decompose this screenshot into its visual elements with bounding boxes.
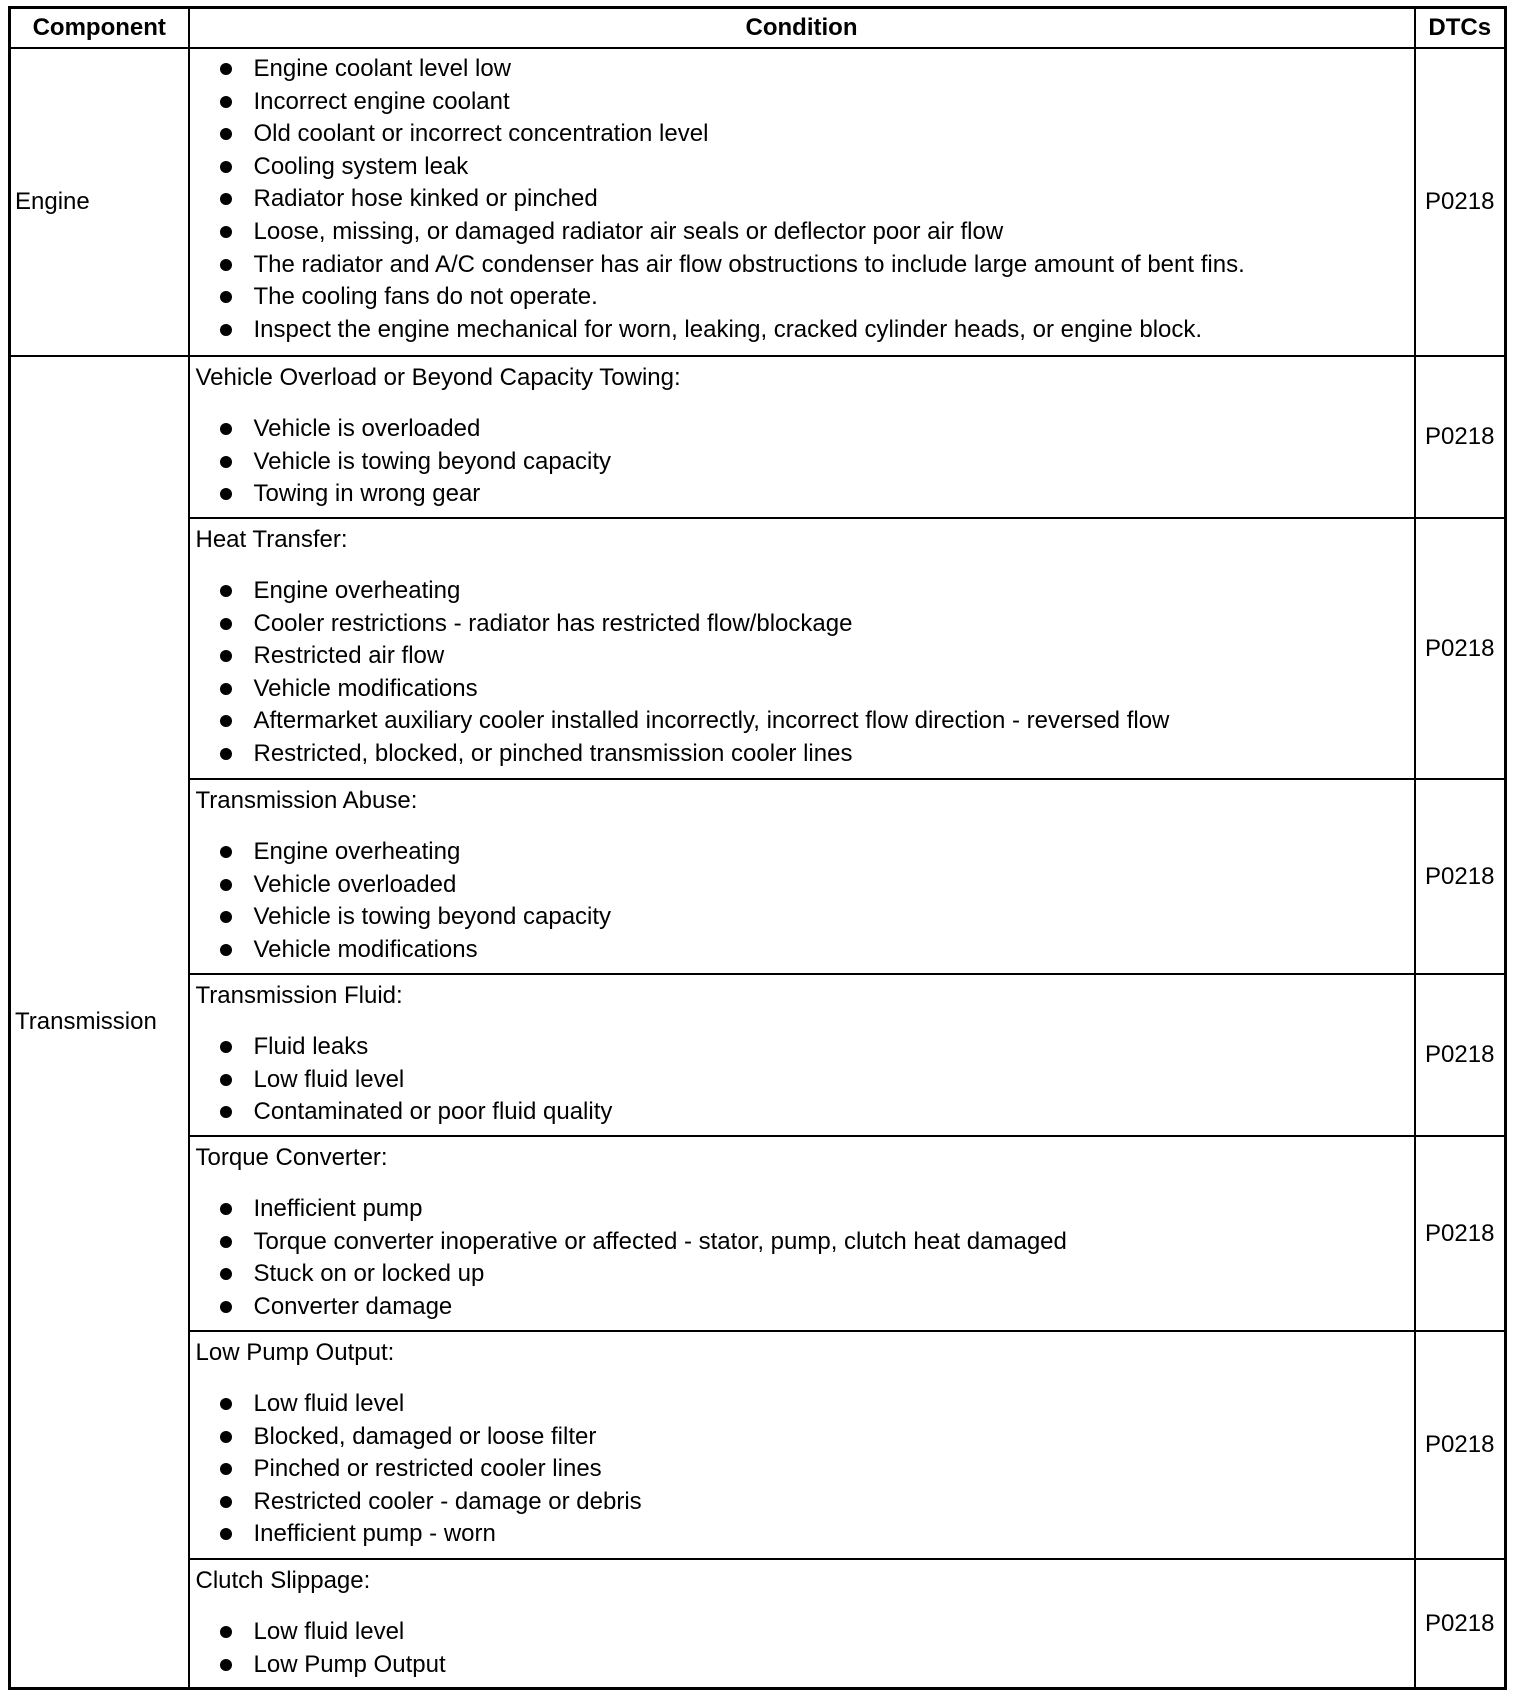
condition-text: Vehicle is towing beyond capacity (253, 903, 612, 931)
group-title: Vehicle Overload or Beyond Capacity Towing: (195, 364, 681, 392)
bullet-icon (220, 1074, 232, 1086)
transmission-group-row (10, 1331, 1506, 1559)
group-title: Heat Transfer: (195, 526, 348, 554)
bullet-icon (220, 911, 232, 923)
condition-item (220, 901, 1408, 934)
group-condition-list (196, 836, 1408, 966)
condition-text: Inspect the engine mechanical for worn, leaking, cracked cylinder heads, or engine block. (253, 315, 1203, 343)
bullet-icon (220, 1626, 232, 1638)
bullet-icon (220, 96, 232, 108)
bullet-icon (220, 1268, 232, 1280)
bullet-icon (220, 259, 232, 271)
condition-item (220, 1064, 1408, 1097)
condition-text: Low fluid level (253, 1618, 405, 1646)
bullet-icon (220, 846, 232, 858)
condition-text: Torque converter inoperative or affected - stator, pump, clutch heat damaged (253, 1227, 1067, 1255)
transmission-group-conditions (189, 518, 1415, 779)
condition-text: Restricted, blocked, or pinched transmission cooler lines (253, 740, 853, 768)
condition-item (220, 118, 1408, 151)
condition-text: Vehicle overloaded (253, 870, 457, 898)
condition-item (220, 151, 1408, 184)
condition-text: Engine overheating (253, 577, 461, 605)
transmission-group-conditions (189, 356, 1415, 518)
dtc-conditions-table (8, 6, 1507, 1690)
engine-conditions (189, 48, 1415, 356)
condition-item (220, 640, 1408, 673)
transmission-group-row (10, 1559, 1506, 1688)
condition-text: Towing in wrong gear (253, 480, 481, 508)
condition-text: Engine coolant level low (253, 55, 511, 82)
header-component: Component (10, 8, 189, 49)
condition-text: Vehicle modifications (253, 674, 478, 702)
dtc-code: P0218 (1415, 779, 1506, 974)
transmission-group-row (10, 779, 1506, 974)
bullet-icon (220, 944, 232, 956)
group-title: Low Pump Output: (195, 1339, 395, 1367)
condition-text: Vehicle modifications (253, 935, 478, 963)
condition-item (220, 413, 1408, 446)
condition-text: Low fluid level (253, 1065, 405, 1093)
bullet-icon (220, 1398, 232, 1410)
condition-text: Low Pump Output (253, 1650, 446, 1678)
condition-item (220, 53, 1408, 86)
condition-item (220, 1649, 1408, 1682)
dtc-engine: P0218 (1415, 48, 1506, 356)
bullet-icon (220, 585, 232, 597)
group-title: Clutch Slippage: (195, 1567, 371, 1595)
condition-text: Radiator hose kinked or pinched (253, 185, 598, 213)
condition-text: Blocked, damaged or loose filter (253, 1422, 597, 1450)
bullet-icon (220, 618, 232, 630)
dtc-code: P0218 (1415, 518, 1506, 779)
group-title: Transmission Fluid: (195, 982, 403, 1010)
condition-item (220, 705, 1408, 738)
transmission-group-row (10, 356, 1506, 518)
dtc-code: P0218 (1415, 974, 1506, 1136)
bullet-icon (220, 63, 232, 75)
group-condition-list (196, 575, 1408, 771)
condition-item (220, 216, 1408, 249)
condition-text: Loose, missing, or damaged radiator air seals or deflector poor air flow (253, 217, 1004, 245)
bullet-icon (220, 1106, 232, 1118)
component-engine: Engine (10, 48, 189, 356)
condition-item (220, 1421, 1408, 1454)
group-condition-list (196, 1616, 1408, 1681)
condition-text: Restricted cooler - damage or debris (253, 1487, 642, 1515)
condition-item (220, 446, 1408, 479)
dtc-code: P0218 (1415, 1136, 1506, 1331)
condition-item (220, 1193, 1408, 1226)
bullet-icon (220, 1301, 232, 1313)
condition-text: The cooling fans do not operate. (253, 283, 598, 311)
bullet-icon (220, 128, 232, 140)
condition-item (220, 1518, 1408, 1551)
condition-text: Converter damage (253, 1292, 453, 1320)
engine-condition-list (196, 53, 1408, 346)
condition-text: Fluid leaks (253, 1033, 369, 1061)
bullet-icon (220, 193, 232, 205)
bullet-icon (220, 1431, 232, 1443)
header-condition: Condition (189, 8, 1415, 49)
condition-item (220, 86, 1408, 119)
condition-item (220, 183, 1408, 216)
header-row (10, 8, 1506, 49)
condition-text: Contaminated or poor fluid quality (253, 1098, 613, 1126)
condition-item (220, 314, 1408, 347)
dtc-code: P0218 (1415, 356, 1506, 518)
condition-item (220, 836, 1408, 869)
condition-item (220, 1096, 1408, 1129)
component-transmission: Transmission (10, 356, 189, 1688)
bullet-icon (220, 1496, 232, 1508)
condition-item (220, 1453, 1408, 1486)
condition-item (220, 738, 1408, 771)
group-condition-list (196, 1388, 1408, 1551)
condition-text: The radiator and A/C condenser has air flow obstructions to include large amount of bent fins. (253, 250, 1245, 278)
bullet-icon (220, 1659, 232, 1671)
condition-item (220, 934, 1408, 967)
condition-text: Incorrect engine coolant (253, 87, 510, 115)
condition-item (220, 1486, 1408, 1519)
bullet-icon (220, 324, 232, 336)
transmission-group-conditions (189, 779, 1415, 974)
bullet-icon (220, 715, 232, 727)
condition-item (220, 1291, 1408, 1324)
transmission-group-row (10, 974, 1506, 1136)
condition-text: Inefficient pump - worn (253, 1520, 496, 1548)
transmission-group-conditions (189, 1136, 1415, 1331)
condition-item (220, 575, 1408, 608)
bullet-icon (220, 683, 232, 695)
bullet-icon (220, 226, 232, 238)
dtc-code: P0218 (1415, 1559, 1506, 1688)
condition-item (220, 608, 1408, 641)
condition-text: Vehicle is towing beyond capacity (253, 447, 612, 475)
bullet-icon (220, 291, 232, 303)
condition-item (220, 1226, 1408, 1259)
condition-item (220, 478, 1408, 511)
transmission-group-conditions (189, 1559, 1415, 1688)
condition-text: Vehicle is overloaded (253, 415, 481, 443)
transmission-group-conditions (189, 974, 1415, 1136)
group-condition-list (196, 1031, 1408, 1129)
group-condition-list (196, 1193, 1408, 1323)
bullet-icon (220, 1203, 232, 1215)
bullet-icon (220, 1236, 232, 1248)
group-title: Torque Converter: (195, 1144, 388, 1172)
bullet-icon (220, 456, 232, 468)
condition-item (220, 1031, 1408, 1064)
page (8, 6, 1504, 1690)
bullet-icon (220, 748, 232, 760)
condition-text: Low fluid level (253, 1390, 405, 1418)
condition-text: Engine overheating (253, 838, 461, 866)
condition-text: Restricted air flow (253, 642, 445, 670)
group-title: Transmission Abuse: (195, 787, 418, 815)
condition-item (220, 673, 1408, 706)
condition-item (220, 249, 1408, 282)
condition-text: Stuck on or locked up (253, 1260, 485, 1288)
transmission-group-row (10, 518, 1506, 779)
bullet-icon (220, 161, 232, 173)
bullet-icon (220, 488, 232, 500)
condition-text: Cooler restrictions - radiator has restricted flow/blockage (253, 609, 853, 637)
bullet-icon (220, 1041, 232, 1053)
bullet-icon (220, 650, 232, 662)
dtc-code: P0218 (1415, 1331, 1506, 1559)
transmission-group-row (10, 1136, 1506, 1331)
transmission-group-conditions (189, 1331, 1415, 1559)
bullet-icon (220, 1528, 232, 1540)
condition-text: Pinched or restricted cooler lines (253, 1455, 602, 1483)
group-condition-list (196, 413, 1408, 511)
condition-text: Inefficient pump (253, 1195, 423, 1223)
engine-row (10, 48, 1506, 356)
condition-item (220, 281, 1408, 314)
condition-item (220, 869, 1408, 902)
bullet-icon (220, 1463, 232, 1475)
condition-text: Aftermarket auxiliary cooler installed incorrectly, incorrect flow direction - reversed flow (253, 707, 1170, 735)
header-dtcs: DTCs (1415, 8, 1506, 49)
bullet-icon (220, 879, 232, 891)
bullet-icon (220, 423, 232, 435)
condition-item (220, 1616, 1408, 1649)
condition-text: Cooling system leak (253, 152, 469, 180)
condition-text: Old coolant or incorrect concentration level (253, 120, 709, 148)
condition-item (220, 1258, 1408, 1291)
condition-item (220, 1388, 1408, 1421)
